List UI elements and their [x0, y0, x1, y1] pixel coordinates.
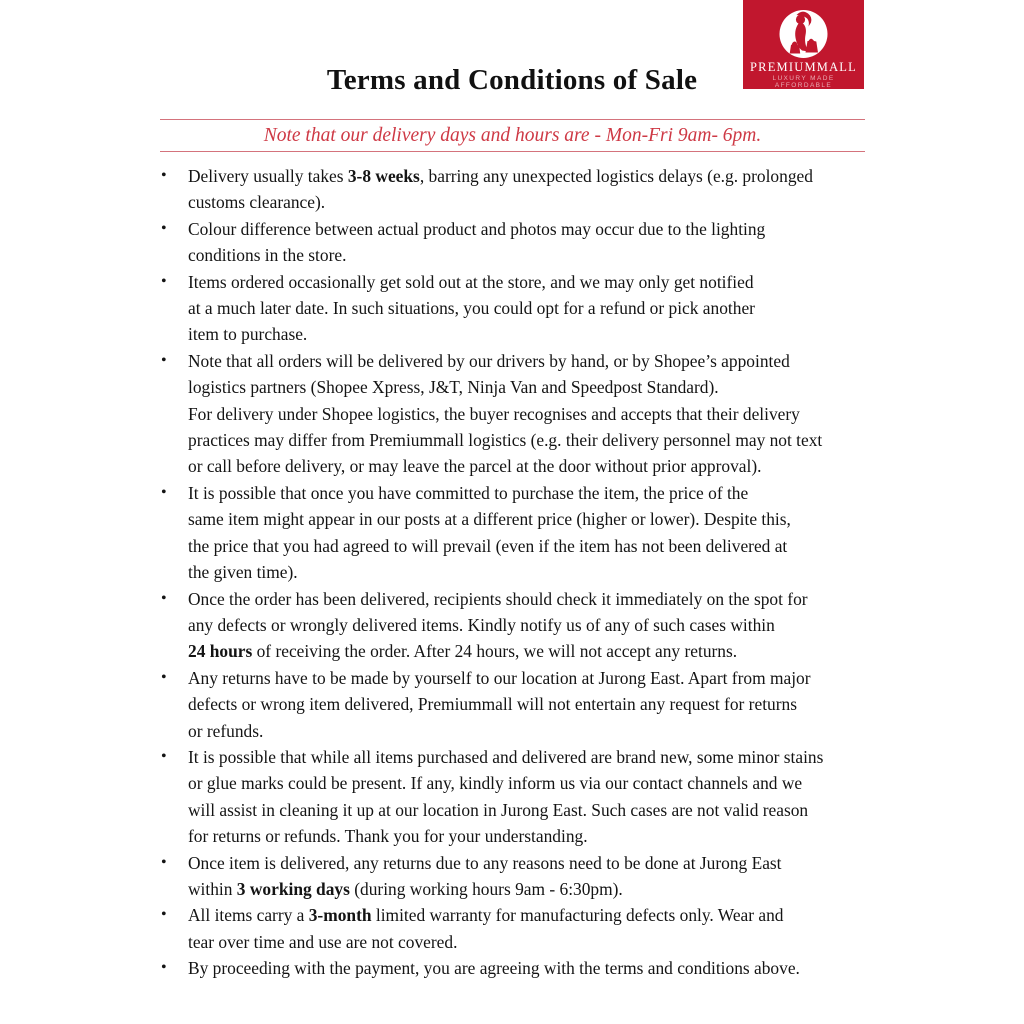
term-line: Items ordered occasionally get sold out at the store, and we may only get notified: [188, 271, 754, 292]
term-line: For delivery under Shopee logistics, the buyer recognises and accepts that their delivery: [188, 403, 800, 424]
term-line: logistics partners (Shopee Xpress, J&T, Ninja Van and Speedpost Standard).: [188, 377, 719, 398]
term-item: [160, 744, 876, 850]
bullet-marker: •: [161, 219, 167, 237]
delivery-notice: Note that our delivery days and hours are - Mon-Fri 9am- 6pm.: [263, 125, 762, 146]
term-line: any defects or wrongly delivered items. Kindly notify us of any of such cases within: [188, 614, 775, 635]
bullet-marker: •: [161, 668, 167, 686]
term-line: Once item is delivered, any returns due to any reasons need to be done at Jurong East: [188, 852, 782, 873]
term-item: [160, 269, 876, 348]
page-title: Terms and Conditions of Sale: [326, 64, 698, 96]
term-line: for returns or refunds. Thank you for your understanding.: [188, 826, 588, 847]
term-line: or refunds.: [188, 720, 264, 741]
term-line: will assist in cleaning it up at our location in Jurong East. Such cases are not valid reason: [188, 799, 809, 820]
bullet-marker: •: [161, 351, 167, 369]
term-item: [160, 348, 876, 480]
bullet-marker: •: [161, 853, 167, 871]
term-line: the given time).: [188, 562, 298, 583]
term-item: [160, 902, 876, 955]
term-line: practices may differ from Premiummall logistics (e.g. their delivery personnel may not text: [188, 430, 823, 451]
term-line: tear over time and use are not covered.: [188, 931, 458, 952]
term-line: Any returns have to be made by yourself to our location at Jurong East. Apart from major: [188, 667, 811, 688]
term-line: customs clearance).: [188, 192, 326, 213]
brand-name: PREMIUMMALL: [750, 60, 857, 74]
term-line: Colour difference between actual product and photos may occur due to the lighting: [188, 218, 766, 239]
term-line: defects or wrong item delivered, Premiummall will not entertain any request for returns: [188, 694, 797, 715]
term-line: within 3 working days (during working hours 9am - 6:30pm).: [188, 878, 623, 899]
term-item: [160, 665, 876, 744]
term-line: All items carry a 3-month limited warranty for manufacturing defects only. Wear and: [188, 905, 784, 926]
bullet-marker: •: [161, 589, 167, 607]
term-item: [160, 480, 876, 586]
term-line: Delivery usually takes 3-8 weeks, barring any unexpected logistics delays (e.g. prolonged: [188, 166, 813, 186]
brand-tagline: LUXURY MADE AFFORDABLE: [772, 75, 835, 89]
term-line: It is possible that while all items purchased and delivered are brand new, some minor stains: [188, 746, 824, 767]
notice-divider-top: [160, 119, 865, 120]
term-line: It is possible that once you have committed to purchase the item, the price of the: [188, 482, 749, 503]
term-item: [160, 163, 876, 216]
bullet-marker: •: [161, 272, 167, 290]
term-line: or glue marks could be present. If any, kindly inform us via our contact channels and we: [188, 773, 803, 794]
bullet-marker: •: [161, 483, 167, 501]
term-line: By proceeding with the payment, you are agreeing with the terms and conditions above.: [188, 958, 800, 979]
bullet-marker: •: [161, 747, 167, 765]
term-line: item to purchase.: [188, 324, 308, 345]
term-line: or call before delivery, or may leave the parcel at the door without prior approval).: [188, 456, 762, 477]
term-line: Once the order has been delivered, recipients should check it immediately on the spot for: [188, 588, 808, 609]
term-line: at a much later date. In such situations, you could opt for a refund or pick another: [188, 298, 755, 319]
term-line: the price that you had agreed to will prevail (even if the item has not been delivered at: [188, 535, 788, 556]
term-line: conditions in the store.: [188, 245, 347, 266]
bullet-marker: •: [161, 959, 167, 977]
term-item: [160, 586, 876, 665]
term-item: [160, 850, 876, 903]
bullet-marker: •: [161, 906, 167, 924]
term-line: Note that all orders will be delivered by our drivers by hand, or by Shopee’s appointed: [188, 350, 790, 371]
bullet-marker: •: [161, 167, 167, 184]
term-line: 24 hours of receiving the order. After 24 hours, we will not accept any returns.: [188, 641, 738, 662]
term-line: same item might appear in our posts at a different price (higher or lower). Despite this,: [188, 509, 791, 530]
term-item: [160, 955, 876, 981]
terms-list: [160, 163, 876, 982]
notice-divider-bottom: [160, 151, 865, 152]
term-item: [160, 216, 876, 269]
